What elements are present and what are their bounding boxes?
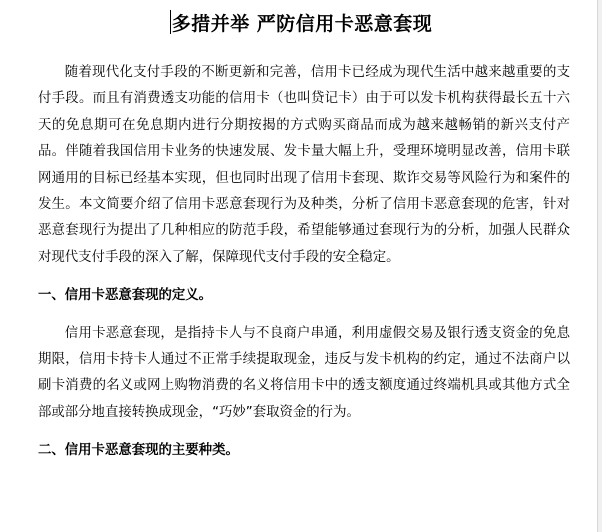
section-1-paragraph[interactable]: 信用卡恶意套现，是指持卡人与不良商户串通，利用虚假交易及银行透支资金的免息期限，信用卡持卡人通过不正常手续提取现金，违反与发卡机构的约定，通过不法商户以刷卡消费的名义或网上购物消费的名义将信用卡中的透支额度通过终端机具或其他方式全部或部分地直接转换成现金，“巧妙”套取资金的行为。 [38, 325, 570, 420]
document-body [38, 60, 570, 465]
window-right-edge [597, 0, 602, 532]
title-line [0, 9, 602, 36]
text-cursor [170, 10, 171, 34]
section-1-heading[interactable]: 一、信用卡恶意套现的定义。 [38, 288, 213, 304]
document-title[interactable]: 多措并举 严防信用卡恶意套现 [171, 13, 433, 35]
section-2-heading[interactable]: 二、信用卡恶意套现的主要种类。 [38, 443, 239, 459]
intro-paragraph[interactable]: 随着现代化支付手段的不断更新和完善，信用卡已经成为现代生活中越来越重要的支付手段。而且有消费透支功能的信用卡（也叫贷记卡）由于可以发卡机构获得最长五十六天的免息期可在免息期内进行分期按揭的方式购买商品而成为越来越畅销的新兴支付产品。伴随着我国信用卡业务的快速发展、发卡量大幅上升，受理环境明显改善，信用卡联网通用的目标已经基本实现，但也同时出现了信用卡套现、欺诈交易等风险行为和案件的发生。本文简要介绍了信用卡恶意套现行为及种类，分析了信用卡恶意套现的危害，针对恶意套现行为提出了几种相应的防范手段，希望能够通过套现行为的分析，加强人民群众对现代支付手段的深入了解，保障现代支付手段的安全稳定。 [38, 65, 570, 265]
